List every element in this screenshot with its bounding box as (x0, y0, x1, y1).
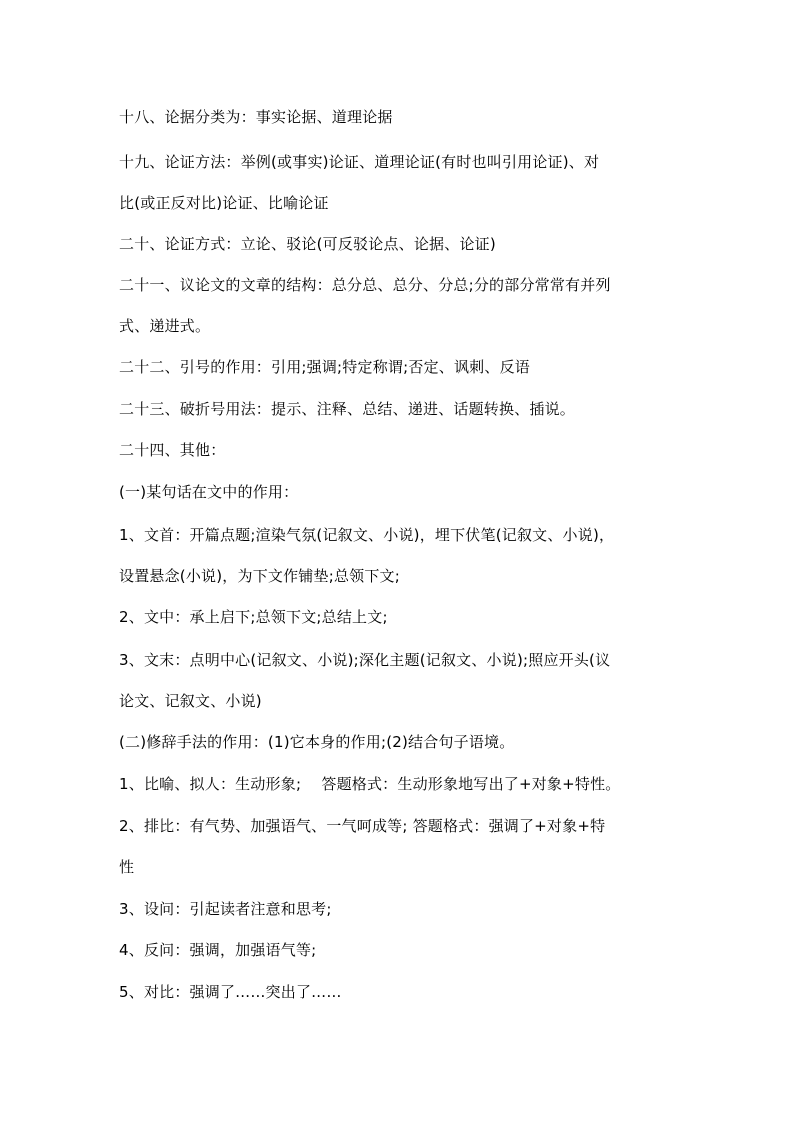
text-line: 3、设问：引起读者注意和思考; (119, 900, 332, 918)
text-line: 二十一、议论文的文章的结构：总分总、总分、分总;分的部分常常有并列 (119, 276, 611, 294)
text-line: 二十三、破折号用法：提示、注释、总结、递进、话题转换、插说。 (119, 400, 576, 418)
text-line: 论文、记叙文、小说) (119, 692, 262, 710)
text-line: (一)某句话在文中的作用： (119, 483, 299, 501)
text-line: 十八、论据分类为：事实论据、道理论据 (119, 108, 393, 126)
text-line: 2、文中：承上启下;总领下文;总结上文; (119, 608, 388, 626)
text-line: 5、对比：强调了……突出了…… (119, 983, 342, 1001)
text-line: 二十、论证方式：立论、驳论(可反驳论点、论据、论证) (119, 235, 496, 253)
text-line: 性 (119, 858, 135, 876)
text-line: 3、文末：点明中心(记叙文、小说);深化主题(记叙文、小说);照应开头(议 (119, 651, 611, 669)
text-line: (二)修辞手法的作用：(1)它本身的作用;(2)结合句子语境。 (119, 733, 515, 751)
text-line: 二十二、引号的作用：引用;强调;特定称谓;否定、讽刺、反语 (119, 358, 530, 376)
text-line: 2、排比：有气势、加强语气、一气呵成等; 答题格式：强调了+对象+特 (119, 817, 606, 835)
text-line: 比(或正反对比)论证、比喻论证 (119, 194, 329, 212)
text-line: 式、递进式。 (119, 317, 211, 335)
text-line: 1、比喻、拟人：生动形象; 答题格式：生动形象地写出了+对象+特性。 (119, 775, 621, 793)
text-line: 设置悬念(小说)，为下文作铺垫;总领下文; (119, 567, 401, 585)
text-line: 十九、论证方法：举例(或事实)论证、道理论证(有时也叫引用论证)、对 (119, 153, 600, 171)
text-line: 二十四、其他： (119, 441, 226, 459)
text-line: 4、反问：强调，加强语气等; (119, 941, 317, 959)
text-line: 1、文首：开篇点题;渲染气氛(记叙文、小说)，埋下伏笔(记叙文、小说)， (119, 526, 615, 544)
